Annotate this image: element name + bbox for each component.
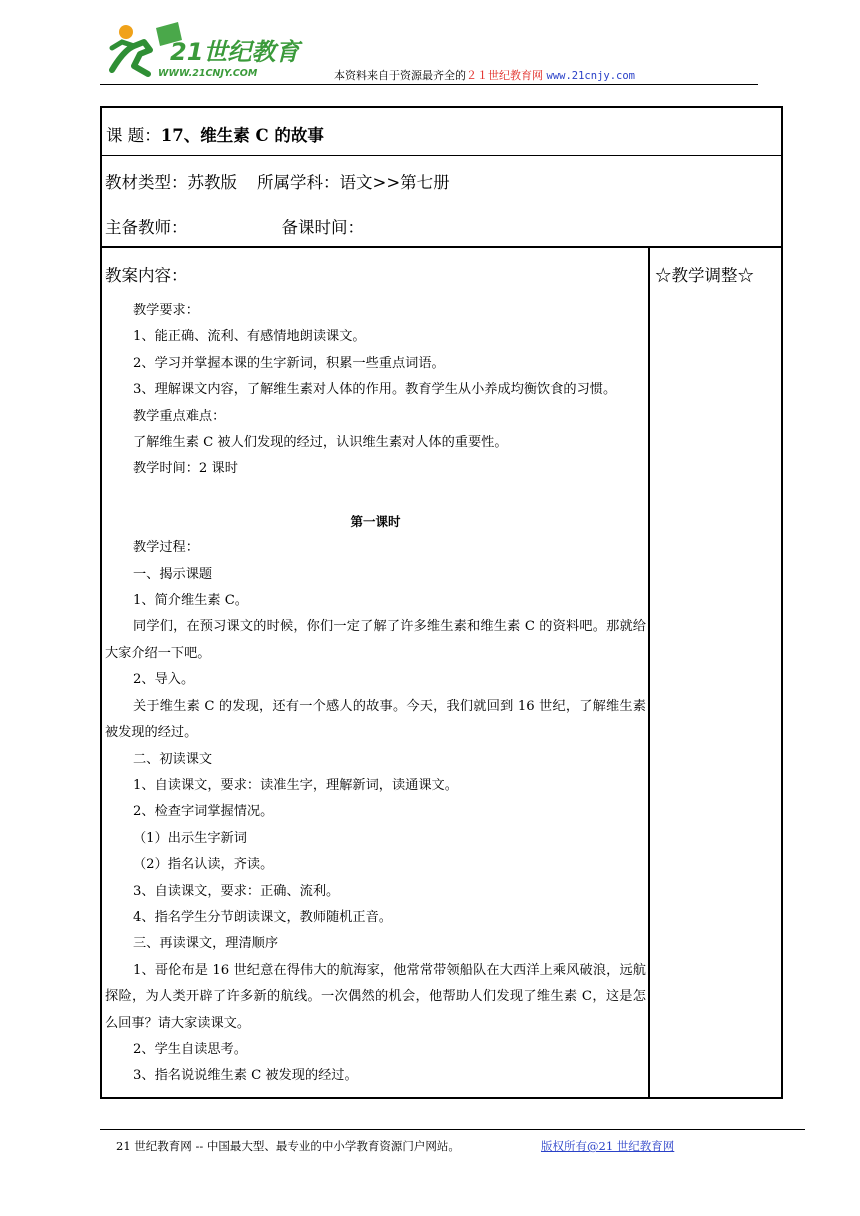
lesson-paragraph: 二、初读课文 xyxy=(133,751,213,767)
teaching-adjustment-heading: ☆教学调整☆ xyxy=(655,266,754,285)
lesson-content xyxy=(105,298,646,1090)
lesson-paragraph: 1、自读课文，要求：读准生字，理解新词，读通课文。 xyxy=(133,777,458,793)
column-divider xyxy=(648,248,650,1099)
source-url-link[interactable]: www.21cnjy.com xyxy=(546,70,636,82)
subject-value: 语文>>第七册 xyxy=(339,173,450,192)
runner-logo-icon xyxy=(104,20,314,84)
header-divider xyxy=(100,84,758,85)
lesson-period-heading: 第一课时 xyxy=(350,513,401,529)
lesson-paragraph: 1、能正确、流利、有感情地朗读课文。 xyxy=(133,329,366,345)
svg-text:21世纪教育: 21世纪教育 xyxy=(170,38,300,66)
teacher-label: 主备教师： xyxy=(105,218,188,237)
lesson-paragraph: 了解维生素 C 被人们发现的经过，认识维生素对人体的重要性。 xyxy=(133,435,508,451)
lesson-paragraph: 同学们，在预习课文的时候，你们一定了解了许多维生素和维生素 C 的资料吧。那就给大家介绍一下吧。 xyxy=(105,619,646,661)
textbook-type-label: 教材类型： xyxy=(105,173,188,192)
lesson-title xyxy=(106,122,324,146)
source-note xyxy=(334,67,635,83)
title-row xyxy=(102,108,781,156)
textbook-info xyxy=(105,169,450,193)
source-site-name[interactable]: ２１世纪教育网 xyxy=(466,69,543,82)
lesson-plan-table xyxy=(100,106,783,1099)
lesson-paragraph: 教学过程： xyxy=(133,540,199,556)
lesson-paragraph: 教学要求： xyxy=(133,303,199,318)
lesson-paragraph: 教学重点难点： xyxy=(133,408,226,424)
source-note-text: 本资料来自于资源最齐全的 xyxy=(334,69,466,82)
lesson-paragraph: （2）指名认读，齐读。 xyxy=(133,857,274,873)
lesson-paragraph: 3、自读课文，要求：正确、流利。 xyxy=(133,883,340,899)
lesson-paragraph: 关于维生素 C 的发现，还有一个感人的故事。今天，我们就回到 16 世纪，了解维生素被发现的经过。 xyxy=(105,698,646,741)
lesson-paragraph: （1）出示生字新词 xyxy=(133,830,247,846)
meta-row xyxy=(102,156,781,248)
lesson-paragraph: 4、指名学生分节朗读课文，教师随机正音。 xyxy=(133,909,392,925)
footer-text: 21 世纪教育网 -- 中国最大型、最专业的中小学教育资源门户网站。 xyxy=(116,1139,460,1153)
lesson-paragraph: 2、学习并掌握本课的生字新词，积累一些重点词语。 xyxy=(133,355,445,371)
prep-time-label: 备课时间： xyxy=(281,218,364,237)
svg-text:WWW.21CNJY.COM: WWW.21CNJY.COM xyxy=(158,68,258,79)
copyright-link[interactable]: 版权所有@21 世纪教育网 xyxy=(541,1139,675,1153)
lesson-paragraph: 1、简介维生素 C。 xyxy=(133,593,248,609)
lesson-paragraph: 2、导入。 xyxy=(133,672,195,688)
lesson-paragraph: 1、哥伦布是 16 世纪意在得伟大的航海家，他常常带领船队在大西洋上乘风破浪，远航探险，为人类开辟了许多新的航线。一次偶然的机会，他帮助人们发现了维生素 C，这是怎么回事？请大家读课文。 xyxy=(105,962,646,1031)
teacher-info xyxy=(105,214,364,238)
title-text: 17、维生素 C 的故事 xyxy=(160,126,324,145)
title-label: 课 题： xyxy=(106,126,161,145)
site-logo[interactable] xyxy=(104,20,314,84)
lesson-paragraph: 2、检查字词掌握情况。 xyxy=(133,804,274,820)
lesson-paragraph: 2、学生自读思考。 xyxy=(133,1041,247,1057)
subject-label: 所属学科： xyxy=(257,173,340,192)
lesson-paragraph: 3、指名说说维生素 C 被发现的经过。 xyxy=(133,1068,358,1084)
textbook-type-value: 苏教版 xyxy=(187,173,237,192)
content-heading: 教案内容： xyxy=(105,266,188,285)
blank-line xyxy=(105,483,646,509)
lesson-paragraph: 一、揭示课题 xyxy=(133,566,213,582)
lesson-paragraph: 3、理解课文内容，了解维生素对人体的作用。教育学生从小养成均衡饮食的习惯。 xyxy=(133,382,617,398)
lesson-paragraph: 教学时间：2 课时 xyxy=(133,461,238,477)
lesson-paragraph: 三、再读课文，理清顺序 xyxy=(133,936,279,952)
footer-divider xyxy=(100,1129,805,1130)
